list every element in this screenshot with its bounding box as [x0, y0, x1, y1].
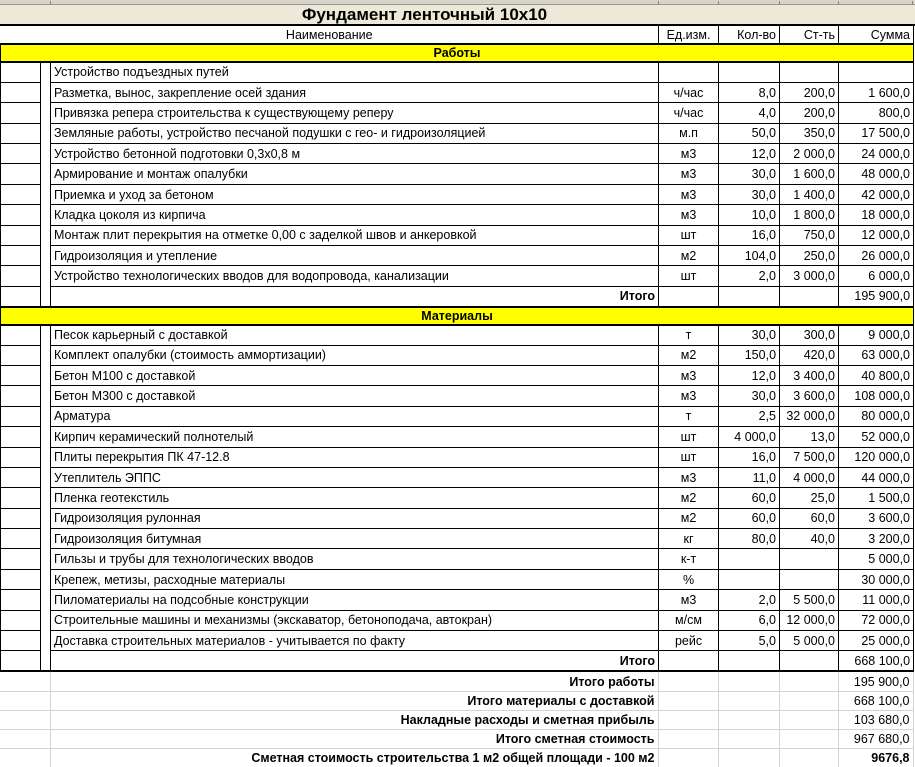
cell-sum[interactable]: 195 900,0 [839, 286, 914, 306]
row-marker-cell[interactable] [1, 123, 41, 143]
cell-name[interactable]: Арматура [51, 406, 659, 426]
cell-qty[interactable]: 6,0 [719, 610, 780, 630]
footer-value-cell[interactable]: 195 900,0 [838, 672, 913, 691]
cell-sum[interactable]: 48 000,0 [839, 164, 914, 184]
cell-qty[interactable]: 60,0 [719, 508, 780, 528]
spacer-cell [41, 123, 51, 143]
table-row [1, 123, 914, 143]
cell-name[interactable]: Приемка и уход за бетоном [51, 184, 659, 204]
cell-price[interactable]: 4 000,0 [780, 467, 839, 487]
col-header-name[interactable]: Наименование [1, 26, 659, 44]
cell-price[interactable] [780, 62, 839, 82]
footer-value-cell[interactable]: 9676,8 [838, 748, 913, 767]
section-band-row [1, 44, 914, 62]
row-marker-cell[interactable] [1, 164, 41, 184]
cell-price[interactable]: 3 400,0 [780, 365, 839, 385]
row-marker-cell[interactable] [1, 488, 41, 508]
cell-price[interactable]: 32 000,0 [780, 406, 839, 426]
cell-unit[interactable]: ч/час [659, 82, 719, 102]
empty-cell[interactable] [779, 729, 838, 748]
footer-value-cell[interactable]: 967 680,0 [838, 729, 913, 748]
table-row [1, 266, 914, 286]
cell-price[interactable]: 40,0 [780, 529, 839, 549]
empty-cell[interactable] [779, 710, 838, 729]
spacer-cell [41, 386, 51, 406]
cell-name[interactable]: Монтаж плит перекрытия на отметке 0,00 с заделкой швов и анкеровкой [51, 225, 659, 245]
spacer-cell [41, 631, 51, 651]
cell-unit[interactable]: м2 [659, 488, 719, 508]
cell-qty[interactable]: 80,0 [719, 529, 780, 549]
table-row [1, 103, 914, 123]
spacer-cell [41, 488, 51, 508]
cell-qty[interactable]: 2,0 [719, 266, 780, 286]
cell-unit[interactable] [659, 651, 719, 671]
spacer-cell [41, 205, 51, 225]
table-row [1, 610, 914, 630]
cell-name[interactable]: Гидроизоляция и утепление [51, 246, 659, 266]
table-row [1, 225, 914, 245]
cell-name[interactable]: Разметка, вынос, закрепление осей здания [51, 82, 659, 102]
spacer-cell [41, 144, 51, 164]
cell-unit[interactable]: м3 [659, 467, 719, 487]
footer-total-row [0, 672, 913, 691]
row-marker-cell[interactable] [1, 549, 41, 569]
spacer-cell [0, 748, 50, 767]
cell-name[interactable]: Комплект опалубки (стоимость аммортизации) [51, 345, 659, 365]
row-marker-cell[interactable] [1, 447, 41, 467]
cell-name[interactable]: Гидроизоляция рулонная [51, 508, 659, 528]
cell-qty[interactable]: 12,0 [719, 365, 780, 385]
cell-unit[interactable]: м2 [659, 246, 719, 266]
cell-name[interactable]: Песок карьерный с доставкой [51, 325, 659, 345]
cell-name[interactable]: Армирование и монтаж опалубки [51, 164, 659, 184]
cell-qty[interactable] [719, 62, 780, 82]
spacer-cell [41, 447, 51, 467]
spacer-cell [0, 710, 50, 729]
cell-sum[interactable]: 24 000,0 [839, 144, 914, 164]
spacer-cell [41, 246, 51, 266]
totals-footer [0, 672, 914, 767]
empty-cell[interactable] [658, 691, 718, 710]
cell-price[interactable] [780, 549, 839, 569]
cell-qty[interactable]: 30,0 [719, 386, 780, 406]
col-header-price[interactable]: Ст-ть [780, 26, 839, 44]
cell-name[interactable]: Земляные работы, устройство песчаной подушки с гео- и гидроизоляцией [51, 123, 659, 143]
row-marker-cell[interactable] [1, 144, 41, 164]
cell-name[interactable]: Доставка строительных материалов - учитывается по факту [51, 631, 659, 651]
empty-cell[interactable] [718, 710, 779, 729]
footer-label-cell[interactable]: Итого работы [50, 672, 658, 691]
section-header-cell[interactable]: Материалы [1, 307, 914, 325]
row-marker-cell[interactable] [1, 365, 41, 385]
spacer-cell [41, 164, 51, 184]
cell-name[interactable]: Устройство технологических вводов для водопровода, канализации [51, 266, 659, 286]
cell-sum[interactable]: 25 000,0 [839, 631, 914, 651]
cell-price[interactable] [780, 286, 839, 306]
cell-qty[interactable]: 8,0 [719, 82, 780, 102]
cell-name[interactable]: Итого [51, 286, 659, 306]
spacer-cell [41, 184, 51, 204]
cell-unit[interactable]: м2 [659, 345, 719, 365]
spacer-cell [41, 529, 51, 549]
spacer-cell [41, 651, 51, 671]
cell-unit[interactable]: т [659, 406, 719, 426]
col-header-sum[interactable]: Сумма [839, 26, 914, 44]
cell-name[interactable]: Крепеж, метизы, расходные материалы [51, 569, 659, 589]
cell-price[interactable]: 60,0 [780, 508, 839, 528]
spacer-cell [41, 225, 51, 245]
cell-unit[interactable]: м.п [659, 123, 719, 143]
cell-name[interactable]: Плиты перекрытия ПК 47-12.8 [51, 447, 659, 467]
column-header-row [1, 26, 914, 44]
table-row [1, 325, 914, 345]
spacer-cell [41, 590, 51, 610]
row-marker-cell[interactable] [1, 325, 41, 345]
spacer-cell [41, 82, 51, 102]
cell-unit[interactable]: м3 [659, 144, 719, 164]
cell-name[interactable]: Строительные машины и механизмы (экскаватор, бетоноподача, автокран) [51, 610, 659, 630]
cell-qty[interactable]: 16,0 [719, 225, 780, 245]
cell-qty[interactable]: 30,0 [719, 164, 780, 184]
row-marker-cell[interactable] [1, 631, 41, 651]
cell-qty[interactable]: 104,0 [719, 246, 780, 266]
footer-total-row [0, 748, 913, 767]
cell-qty[interactable]: 16,0 [719, 447, 780, 467]
spacer-cell [41, 610, 51, 630]
table-row [1, 427, 914, 447]
cell-sum[interactable]: 26 000,0 [839, 246, 914, 266]
table-row [1, 184, 914, 204]
row-marker-cell[interactable] [1, 590, 41, 610]
row-marker-cell[interactable] [1, 651, 41, 671]
spacer-cell [0, 691, 50, 710]
cell-sum[interactable]: 30 000,0 [839, 569, 914, 589]
cell-sum[interactable]: 72 000,0 [839, 610, 914, 630]
cell-price[interactable]: 1 600,0 [780, 164, 839, 184]
cell-unit[interactable] [659, 62, 719, 82]
cell-unit[interactable]: м3 [659, 386, 719, 406]
cell-sum[interactable]: 44 000,0 [839, 467, 914, 487]
cell-name[interactable]: Привязка репера строительства к существующему реперу [51, 103, 659, 123]
row-marker-cell[interactable] [1, 103, 41, 123]
cell-sum[interactable]: 3 200,0 [839, 529, 914, 549]
spacer-cell [41, 508, 51, 528]
cell-name[interactable]: Бетон М100 с доставкой [51, 365, 659, 385]
cell-price[interactable]: 1 800,0 [780, 205, 839, 225]
cell-price[interactable]: 5 500,0 [780, 590, 839, 610]
empty-cell[interactable] [779, 748, 838, 767]
row-marker-cell[interactable] [1, 184, 41, 204]
cell-sum[interactable]: 11 000,0 [839, 590, 914, 610]
table-row [1, 205, 914, 225]
cell-unit[interactable]: т [659, 325, 719, 345]
row-marker-cell[interactable] [1, 286, 41, 306]
empty-cell[interactable] [718, 748, 779, 767]
row-marker-cell[interactable] [1, 246, 41, 266]
cell-sum[interactable]: 5 000,0 [839, 549, 914, 569]
cell-name[interactable]: Пленка геотекстиль [51, 488, 659, 508]
cell-name[interactable]: Гидроизоляция битумная [51, 529, 659, 549]
cell-unit[interactable]: шт [659, 266, 719, 286]
cell-unit[interactable]: м/см [659, 610, 719, 630]
cell-unit[interactable]: шт [659, 427, 719, 447]
cell-name[interactable]: Пиломатериалы на подсобные конструкции [51, 590, 659, 610]
footer-total-row [0, 691, 913, 710]
cell-name[interactable]: Утеплитель ЭППС [51, 467, 659, 487]
cell-unit[interactable]: м3 [659, 164, 719, 184]
cell-qty[interactable]: 30,0 [719, 325, 780, 345]
cell-sum[interactable]: 1 500,0 [839, 488, 914, 508]
row-marker-cell[interactable] [1, 345, 41, 365]
cell-price[interactable]: 7 500,0 [780, 447, 839, 467]
cell-price[interactable]: 3 000,0 [780, 266, 839, 286]
cell-unit[interactable]: рейс [659, 631, 719, 651]
footer-total-row [0, 710, 913, 729]
table-row [1, 569, 914, 589]
cell-unit[interactable]: кг [659, 529, 719, 549]
cell-name[interactable]: Гильзы и трубы для технологических вводов [51, 549, 659, 569]
table-row [1, 82, 914, 102]
section-band-row [1, 307, 914, 325]
row-marker-cell[interactable] [1, 386, 41, 406]
cell-unit[interactable] [659, 286, 719, 306]
cell-name[interactable]: Кладка цоколя из кирпича [51, 205, 659, 225]
row-marker-cell[interactable] [1, 610, 41, 630]
cell-sum[interactable]: 18 000,0 [839, 205, 914, 225]
cell-qty[interactable]: 2,5 [719, 406, 780, 426]
cell-name[interactable]: Устройство подъездных путей [51, 62, 659, 82]
empty-cell[interactable] [658, 748, 718, 767]
spacer-cell [41, 406, 51, 426]
cell-sum[interactable]: 17 500,0 [839, 123, 914, 143]
cell-sum[interactable]: 42 000,0 [839, 184, 914, 204]
cell-sum[interactable]: 6 000,0 [839, 266, 914, 286]
section-total-row [1, 651, 914, 671]
cell-unit[interactable]: м2 [659, 508, 719, 528]
table-row [1, 508, 914, 528]
table-row [1, 386, 914, 406]
row-marker-cell[interactable] [1, 467, 41, 487]
cell-sum[interactable]: 668 100,0 [839, 651, 914, 671]
sheet-title[interactable]: Фундамент ленточный 10х10 [0, 5, 915, 26]
cell-sum[interactable]: 12 000,0 [839, 225, 914, 245]
table-row [1, 164, 914, 184]
table-row [1, 447, 914, 467]
cell-sum[interactable]: 1 600,0 [839, 82, 914, 102]
cell-qty[interactable]: 5,0 [719, 631, 780, 651]
cell-unit[interactable]: м3 [659, 590, 719, 610]
cell-unit[interactable]: м3 [659, 184, 719, 204]
cell-qty[interactable]: 2,0 [719, 590, 780, 610]
footer-label-cell[interactable]: Итого сметная стоимость [50, 729, 658, 748]
footer-label-cell[interactable]: Сметная стоимость строительства 1 м2 общей площади - 100 м2 [50, 748, 658, 767]
table-row [1, 488, 914, 508]
cell-price[interactable]: 750,0 [780, 225, 839, 245]
cell-price[interactable]: 250,0 [780, 246, 839, 266]
spacer-cell [41, 266, 51, 286]
cell-price[interactable]: 200,0 [780, 82, 839, 102]
footer-label-cell[interactable]: Итого материалы с доставкой [50, 691, 658, 710]
spacer-cell [0, 672, 50, 691]
cell-sum[interactable]: 120 000,0 [839, 447, 914, 467]
row-marker-cell[interactable] [1, 82, 41, 102]
spacer-cell [41, 62, 51, 82]
cell-qty[interactable]: 60,0 [719, 488, 780, 508]
cell-qty[interactable] [719, 569, 780, 589]
cell-qty[interactable]: 4 000,0 [719, 427, 780, 447]
spacer-cell [41, 345, 51, 365]
cell-qty[interactable]: 4,0 [719, 103, 780, 123]
empty-cell[interactable] [779, 672, 838, 691]
cell-qty[interactable] [719, 651, 780, 671]
cell-qty[interactable]: 30,0 [719, 184, 780, 204]
cell-qty[interactable]: 11,0 [719, 467, 780, 487]
empty-cell[interactable] [658, 710, 718, 729]
empty-cell[interactable] [718, 729, 779, 748]
cell-price[interactable] [780, 569, 839, 589]
cell-unit[interactable]: шт [659, 225, 719, 245]
row-marker-cell[interactable] [1, 266, 41, 286]
row-marker-cell[interactable] [1, 529, 41, 549]
table-row [1, 631, 914, 651]
spacer-cell [41, 427, 51, 447]
table-row [1, 345, 914, 365]
table-row [1, 529, 914, 549]
cell-unit[interactable]: м3 [659, 365, 719, 385]
row-marker-cell[interactable] [1, 427, 41, 447]
cell-name[interactable]: Итого [51, 651, 659, 671]
cell-sum[interactable]: 52 000,0 [839, 427, 914, 447]
cell-name[interactable]: Устройство бетонной подготовки 0,3х0,8 м [51, 144, 659, 164]
empty-cell[interactable] [779, 691, 838, 710]
empty-cell[interactable] [718, 691, 779, 710]
empty-cell[interactable] [718, 672, 779, 691]
cell-price[interactable]: 3 600,0 [780, 386, 839, 406]
cell-price[interactable]: 300,0 [780, 325, 839, 345]
row-marker-cell[interactable] [1, 508, 41, 528]
row-marker-cell[interactable] [1, 406, 41, 426]
cell-sum[interactable]: 800,0 [839, 103, 914, 123]
sheet-top-edge [0, 0, 915, 5]
row-marker-cell[interactable] [1, 225, 41, 245]
cell-price[interactable]: 13,0 [780, 427, 839, 447]
estimate-table [0, 26, 914, 672]
cell-price[interactable]: 1 400,0 [780, 184, 839, 204]
footer-total-row [0, 729, 913, 748]
cell-price[interactable]: 2 000,0 [780, 144, 839, 164]
cell-price[interactable]: 350,0 [780, 123, 839, 143]
spacer-cell [41, 365, 51, 385]
cell-price[interactable]: 200,0 [780, 103, 839, 123]
cell-unit[interactable]: к-т [659, 549, 719, 569]
cell-sum[interactable]: 80 000,0 [839, 406, 914, 426]
spacer-cell [41, 286, 51, 306]
table-row [1, 549, 914, 569]
col-header-unit[interactable]: Ед.изм. [659, 26, 719, 44]
cell-name[interactable]: Бетон М300 с доставкой [51, 386, 659, 406]
cell-sum[interactable]: 9 000,0 [839, 325, 914, 345]
cell-name[interactable]: Кирпич керамический полнотелый [51, 427, 659, 447]
cell-qty[interactable]: 150,0 [719, 345, 780, 365]
cell-qty[interactable]: 50,0 [719, 123, 780, 143]
cell-price[interactable]: 25,0 [780, 488, 839, 508]
cell-price[interactable]: 12 000,0 [780, 610, 839, 630]
cell-price[interactable]: 420,0 [780, 345, 839, 365]
spacer-cell [41, 569, 51, 589]
table-row [1, 590, 914, 610]
cell-unit[interactable]: м3 [659, 205, 719, 225]
footer-value-cell[interactable]: 668 100,0 [838, 691, 913, 710]
table-row [1, 62, 914, 82]
empty-cell[interactable] [658, 729, 718, 748]
empty-cell[interactable] [658, 672, 718, 691]
section-header-cell[interactable]: Работы [1, 44, 914, 62]
row-marker-cell[interactable] [1, 62, 41, 82]
cell-sum[interactable]: 3 600,0 [839, 508, 914, 528]
col-header-qty[interactable]: Кол-во [719, 26, 780, 44]
cell-price[interactable]: 5 000,0 [780, 631, 839, 651]
cell-sum[interactable]: 40 800,0 [839, 365, 914, 385]
spacer-cell [41, 325, 51, 345]
row-marker-cell[interactable] [1, 569, 41, 589]
table-row [1, 467, 914, 487]
spacer-cell [41, 549, 51, 569]
table-row [1, 246, 914, 266]
cell-sum[interactable] [839, 62, 914, 82]
cell-sum[interactable]: 63 000,0 [839, 345, 914, 365]
cell-unit[interactable]: ч/час [659, 103, 719, 123]
cell-sum[interactable]: 108 000,0 [839, 386, 914, 406]
table-row [1, 144, 914, 164]
cell-unit[interactable]: шт [659, 447, 719, 467]
spacer-cell [0, 729, 50, 748]
footer-label-cell[interactable]: Накладные расходы и сметная прибыль [50, 710, 658, 729]
cell-qty[interactable]: 10,0 [719, 205, 780, 225]
cell-price[interactable] [780, 651, 839, 671]
cell-qty[interactable] [719, 286, 780, 306]
table-row [1, 406, 914, 426]
spacer-cell [41, 103, 51, 123]
footer-value-cell[interactable]: 103 680,0 [838, 710, 913, 729]
section-total-row [1, 286, 914, 306]
cell-qty[interactable]: 12,0 [719, 144, 780, 164]
cell-unit[interactable]: % [659, 569, 719, 589]
spacer-cell [41, 467, 51, 487]
row-marker-cell[interactable] [1, 205, 41, 225]
table-row [1, 365, 914, 385]
cell-qty[interactable] [719, 549, 780, 569]
